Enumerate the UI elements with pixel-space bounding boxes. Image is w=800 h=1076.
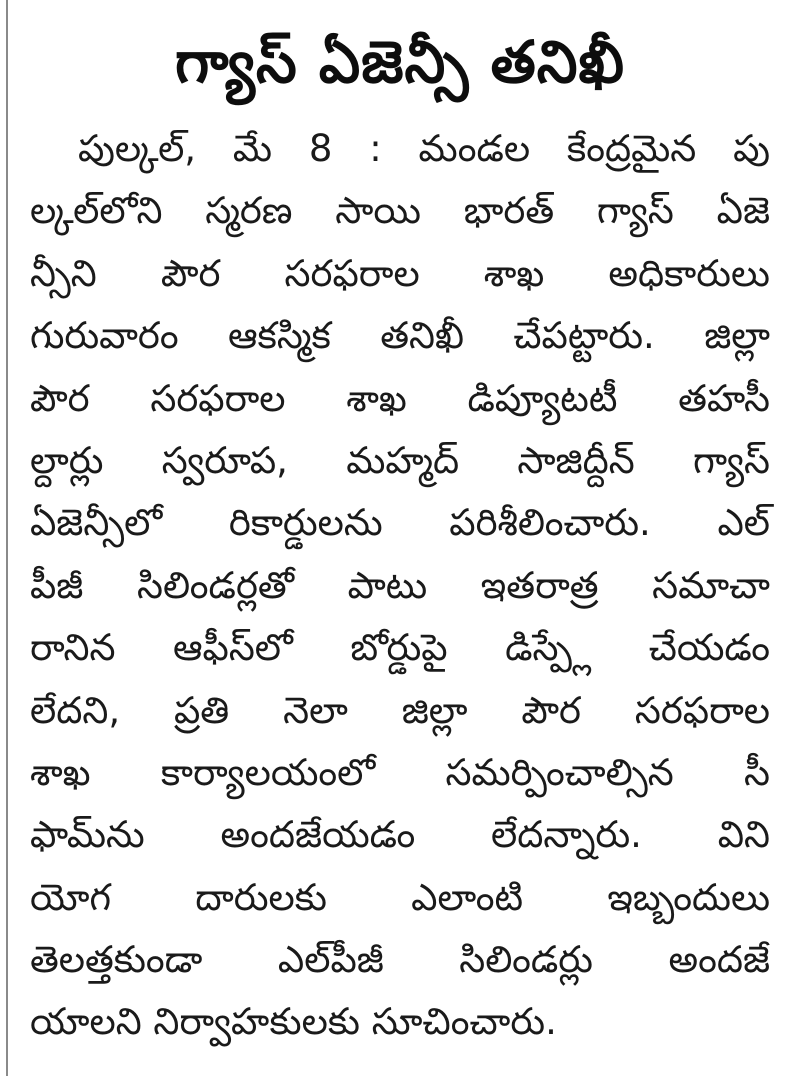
article-line: రానిన ఆఫీస్‌లో బోర్డుపై డిస్ప్లే చేయడం (30, 626, 770, 670)
headline: గ్యాస్ ఏజెన్సీ తనిఖీ (174, 28, 625, 96)
article-line: యాలని నిర్వాహకులకు సూచించారు. (30, 1000, 557, 1044)
article-line: ల్దార్లు స్వరూప, మహ్మద్ సాజిద్దీన్ గ్యాస్ (30, 438, 770, 482)
article-line: లేదని, ప్రతి నెలా జిల్లా పౌర సరఫరాల (30, 688, 770, 732)
article-line: యోగ దారులకు ఎలాంటి ఇబ్బందులు (30, 875, 770, 919)
column-rule (6, 0, 8, 1076)
article-line: శాఖ కార్యాలయంలో సమర్పించాల్సిన సీ (30, 750, 770, 794)
article-line: ఏజెన్సీలో రికార్డులను పరిశీలించారు. ఎల్ (30, 501, 770, 545)
article-line: తెలత్తకుండా ఎల్‌పీజీ సిలిండర్లు అందజే (30, 938, 770, 982)
article-line: పుల్కల్, మే 8 : మండల కేంద్రమైన పు (78, 127, 770, 170)
article-line: గురువారం ఆకస్మిక తనిఖీ చేపట్టారు. జిల్లా (30, 314, 770, 358)
article-line: పౌర సరఫరాల శాఖ డిప్యూటటీ తహసీ (30, 376, 770, 420)
article-line: ఫామ్‌ను అందజేయడం లేదన్నారు. విని (30, 813, 770, 857)
article-line: ల్కల్‌లోని స్మరణ సాయి భారత్ గ్యాస్ ఏజె (30, 189, 770, 233)
article-body (30, 118, 770, 1054)
article-line: న్సీని పౌర సరఫరాల శాఖ అధికారులు (30, 251, 770, 295)
article-line: పీజీ సిలిండర్లతో పాటు ఇతరాత్ర సమాచా (30, 563, 770, 607)
news-clipping (30, 16, 770, 1066)
